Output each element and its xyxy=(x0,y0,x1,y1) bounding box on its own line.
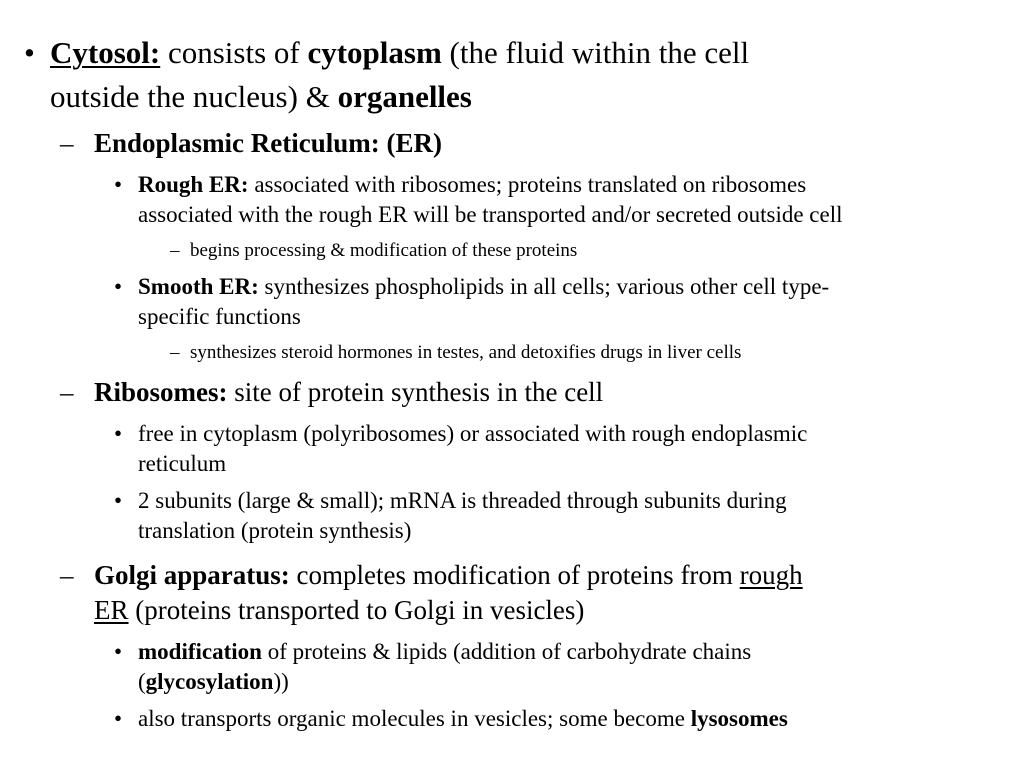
ribosomes-item-2-line-1: 2 subunits (large & small); mRNA is threaded through subunits during xyxy=(138,488,787,513)
bullet-icon: • xyxy=(24,35,35,70)
smooth-er-text: synthesizes phospholipids in all cells; various other cell type- xyxy=(258,274,830,299)
bullet-icon: • xyxy=(114,274,123,299)
smooth-er-line-1 xyxy=(138,274,829,300)
bullet-icon: • xyxy=(114,172,123,197)
cytosol-line-1 xyxy=(50,35,749,71)
golgi-transport-text: also transports organic molecules in vesicles; some become xyxy=(138,706,691,731)
dash-icon: – xyxy=(60,560,74,590)
organelles-term: organelles xyxy=(337,79,472,114)
golgi-term: Golgi apparatus: xyxy=(94,560,290,590)
golgi-mod-paren-close: )) xyxy=(273,669,289,694)
cytosol-term: Cytosol: xyxy=(50,35,161,70)
golgi-text: completes modification of proteins from xyxy=(289,560,740,590)
cytosol-line-2 xyxy=(50,79,472,115)
ribosomes-text: site of protein synthesis in the cell xyxy=(227,377,604,407)
bullet-icon: • xyxy=(114,706,123,731)
rough-er-sub: begins processing & modification of these proteins xyxy=(190,240,578,261)
dash-icon: – xyxy=(170,240,180,261)
golgi-mod-text: of proteins & lipids (addition of carbohydrate chains xyxy=(261,639,752,664)
smooth-er-term: Smooth ER: xyxy=(138,274,259,299)
golgi-line-2 xyxy=(94,595,584,626)
golgi-er: ER xyxy=(94,595,129,625)
bullet-icon: • xyxy=(114,639,123,664)
ribosomes-item-1-line-1: free in cytoplasm (polyribosomes) or associated with rough endoplasmic xyxy=(138,421,808,446)
glycosylation-term: glycosylation xyxy=(145,669,274,694)
rough-er-term: Rough ER: xyxy=(138,172,249,197)
dash-icon: – xyxy=(170,342,180,363)
dash-icon: – xyxy=(60,128,74,158)
golgi-line-1 xyxy=(94,560,803,591)
lysosomes-term: lysosomes xyxy=(690,706,788,731)
cytoplasm-term: cytoplasm xyxy=(307,35,442,70)
cytosol-text: consists of xyxy=(160,35,308,70)
golgi-rough: rough xyxy=(739,560,803,590)
golgi-mod-paren-open: ( xyxy=(138,669,146,694)
ribosomes-heading xyxy=(94,377,603,408)
ribosomes-item-1-line-2: reticulum xyxy=(138,451,227,476)
rough-er-text: associated with ribosomes; proteins translated on ribosomes xyxy=(248,172,807,197)
smooth-er-line-2: specific functions xyxy=(138,304,301,329)
rough-er-line-1 xyxy=(138,172,806,198)
cytosol-text-3: outside the nucleus) & xyxy=(50,79,338,114)
rough-er-line-2: associated with the rough ER will be transported and/or secreted outside cell xyxy=(138,202,843,227)
cytosol-text-2: (the fluid within the cell xyxy=(441,35,750,70)
dash-icon: – xyxy=(60,377,74,407)
golgi-transport-line xyxy=(138,706,788,732)
modification-term: modification xyxy=(138,639,262,664)
golgi-mod-line-2 xyxy=(138,669,289,695)
ribosomes-item-2-line-2: translation (protein synthesis) xyxy=(138,518,412,543)
ribosomes-term: Ribosomes: xyxy=(94,377,228,407)
golgi-text-2: (proteins transported to Golgi in vesicles) xyxy=(128,595,585,625)
bullet-icon: • xyxy=(114,421,123,446)
bullet-icon: • xyxy=(114,488,123,513)
golgi-mod-line-1 xyxy=(138,639,751,665)
er-heading: Endoplasmic Reticulum: (ER) xyxy=(94,128,443,158)
smooth-er-sub: synthesizes steroid hormones in testes, and detoxifies drugs in liver cells xyxy=(190,342,742,363)
